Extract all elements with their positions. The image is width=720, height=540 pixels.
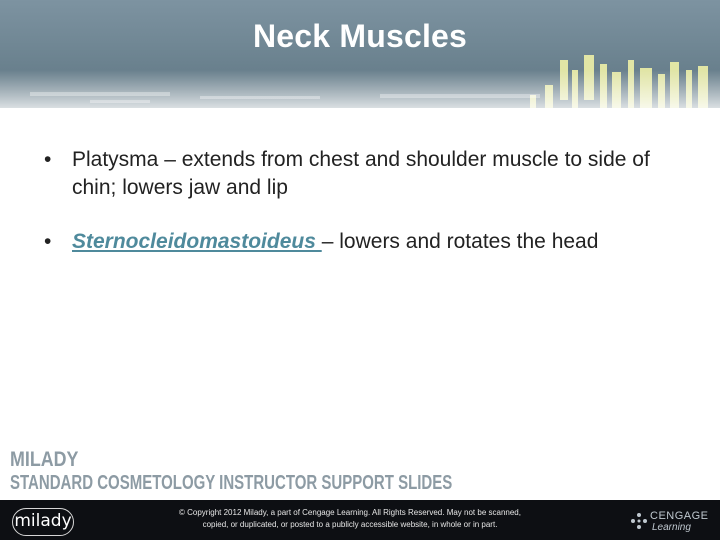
header-fade (0, 70, 720, 108)
cengage-mark-icon (630, 512, 648, 530)
sternocleidomastoideus-link[interactable]: Sternocleidomastoideus (72, 230, 322, 253)
bullet-item-sternocleidomastoideus (44, 228, 694, 256)
series-branding (10, 448, 600, 495)
footer-bar (0, 500, 720, 540)
bullet-text: Platysma – extends from chest and shoulder muscle to side of chin; lowers jaw and lip (72, 148, 650, 199)
bullet-text: – lowers and rotates the head (321, 230, 599, 253)
bullet-marker: • (44, 148, 52, 171)
slide-header (0, 0, 720, 108)
publisher-name: CENGAGE (650, 510, 709, 522)
copyright-line-2: copied, or duplicated, or posted to a publicly accessible website, in whole or in part. (202, 520, 498, 529)
bullet-marker: • (44, 230, 52, 253)
cengage-logo (630, 510, 716, 534)
brand-line-1: MILADY (10, 448, 79, 471)
copyright-notice (140, 507, 560, 531)
publisher-sub: Learning (652, 522, 691, 533)
copyright-line-1: © Copyright 2012 Milady, a part of Cengage Learning. All Rights Reserved. May not be scanned, (179, 508, 521, 517)
slide-title: Neck Muscles (252, 18, 468, 54)
bullet-list (44, 146, 694, 282)
bullet-item-platysma (44, 146, 694, 202)
milady-logo: milady (12, 508, 74, 536)
brand-line-2: STANDARD COSMETOLOGY INSTRUCTOR SUPPORT SLIDES (10, 472, 453, 494)
